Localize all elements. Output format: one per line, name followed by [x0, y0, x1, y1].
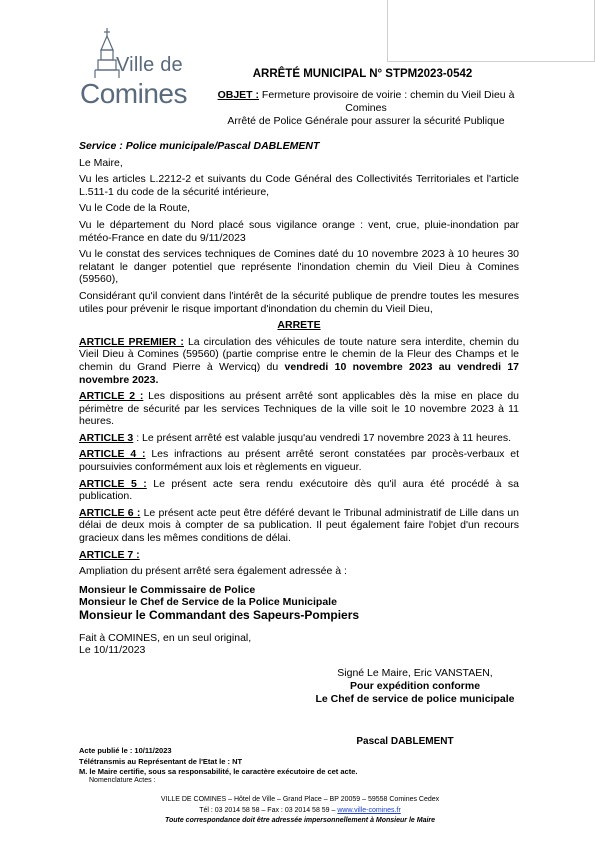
signature-line2: Pour expédition conforme — [349, 680, 481, 692]
service-line: Service : Police municipale/Pascal DABLEMENT — [79, 140, 320, 152]
logo-comines-text: Comines — [80, 78, 187, 109]
recipient: Monsieur le Commissaire de Police — [79, 583, 256, 596]
consideration: Vu le département du Nord placé sous vigilance orange : vent, crue, pluie-inondation par météo-France en date du 9/11/2023 — [79, 218, 519, 244]
article-text: La circulation des véhicules de toute nature sera interdite, chemin du Vieil Dieu à Comines (59560) (partie comprise entre le chemin de la Fleur des Champs et le chemin du Grand Pierre à Wervicq) du — [79, 335, 519, 373]
meta-line2: Télétransmis au Représentant de l'Etat le : NT — [79, 756, 243, 766]
article-text: Le présent acte peut être déféré devant le Tribunal administratif de Lille dans un délai de deux mois à compter de sa publication. Il peut également faire l'objet d'un recours gracieux dans les mêmes conditions de délai. — [79, 506, 520, 545]
consideration: Considérant qu'il convient dans l'intérêt de la sécurité publique de prendre toutes les mesures utiles pour prévenir le risque important d'inondation du chemin du Vieil Dieu, — [79, 289, 519, 315]
publication-meta — [79, 746, 499, 778]
article-label: ARTICLE 3 — [79, 431, 134, 444]
recipient: Monsieur le Commandant des Sapeurs-Pompiers — [79, 608, 360, 622]
objet-line2: Arrêté de Police Générale pour assurer la sécurité Publique — [227, 115, 505, 127]
article-text: Les infractions au présent arrêté seront constatées par procès-verbaux et poursuivies conformément aux lois et règlements en vigueur. — [79, 448, 520, 474]
page-footer — [80, 795, 520, 827]
ampliation-line: Ampliation du présent arrêté sera également adressée à : — [79, 565, 347, 578]
footer-line1: VILLE DE COMINES – Hôtel de Ville – Grand Place – BP 20059 – 59558 Comines Cedex — [160, 796, 440, 803]
article-7 — [79, 549, 519, 562]
document-title: ARRÊTÉ MUNICIPAL N° STPM2023-0542 — [252, 68, 473, 80]
stamp-box — [387, 0, 595, 62]
document-body — [79, 140, 519, 657]
article-label: ARTICLE 4 : — [79, 448, 146, 461]
consideration: Vu les articles L.2212-2 et suivants du Code Général des Collectivités Territoriales et l'article L.511-1 du code de la sécurité intérieure, — [79, 173, 519, 198]
meta-line1: Acte publié le : 10/11/2023 — [79, 746, 172, 755]
article-3 — [79, 432, 519, 445]
consideration: Le Maire, — [79, 156, 123, 169]
nomenclature-line: Nomenclature Actes : — [89, 777, 156, 784]
article-5 — [79, 478, 519, 503]
footer-line2 — [80, 806, 520, 817]
objet-label: OBJET : — [217, 89, 259, 101]
objet-block — [196, 89, 536, 128]
article-text: Les dispositions au présent arrêté sont applicables dès la mise en place du périmètre de sécurité par les services Techniques de la ville soit le 10 novembre 2023 à 11 heures. — [79, 390, 520, 428]
city-logo — [80, 26, 195, 108]
website-link[interactable]: www.ville-comines.fr — [337, 806, 401, 814]
signature-line1: Signé Le Maire, Eric VANSTAEN, — [337, 667, 493, 679]
article-4 — [79, 448, 519, 473]
article-text: Le présent acte sera rendu exécutoire dès qu'il aura été procédé à sa publication. — [79, 477, 520, 503]
article-bold-text: vendredi 10 novembre 2023 au vendredi 17 novembre 2023. — [79, 360, 520, 386]
signature-block — [250, 667, 580, 706]
arrete-heading: ARRETE — [277, 319, 321, 332]
article-label: ARTICLE 7 : — [79, 548, 140, 561]
article-label: ARTICLE 6 : — [79, 506, 141, 519]
consideration: Vu le Code de la Route, — [79, 202, 191, 215]
footer-line3: Toute correspondance doit être adressée impersonnellement à Monsieur le Maire — [164, 817, 436, 824]
article-label: ARTICLE PREMIER : — [79, 335, 184, 348]
consideration: Vu le constat des services techniques de Comines daté du 10 novembre 2023 à 10 heures 30 relatant le danger potentiel que représente l'inondation chemin du Vieil Dieu à Comines (59560), — [79, 248, 519, 286]
signatory-name: Pascal DABLEMENT — [356, 736, 454, 747]
fait-line1: Fait à COMINES, en un seul original, — [79, 631, 252, 644]
fait-line2: Le 10/11/2023 — [79, 644, 146, 657]
article-label: ARTICLE 5 : — [79, 477, 147, 490]
article-text: : Le présent arrêté est valable jusqu'au vendredi 17 novembre 2023 à 11 heures. — [136, 431, 511, 444]
signature-line3: Le Chef de service de police municipale — [315, 693, 515, 705]
article-6 — [79, 507, 519, 545]
article-1 — [79, 336, 519, 386]
article-label: ARTICLE 2 : — [79, 390, 144, 403]
footer-contact: Tél : 03 2014 58 58 – Fax : 03 2014 58 59 – — [199, 806, 336, 814]
article-2 — [79, 390, 519, 428]
recipient: Monsieur le Chef de Service de la Police Municipale — [79, 596, 337, 609]
logo-ville-text: Ville de — [116, 54, 183, 76]
meta-line3: M. le Maire certifie, sous sa responsabilité, le caractère exécutoire de cet acte. — [79, 767, 358, 776]
objet-line1: Fermeture provisoire de voirie : chemin du Vieil Dieu à Comines — [261, 89, 515, 114]
